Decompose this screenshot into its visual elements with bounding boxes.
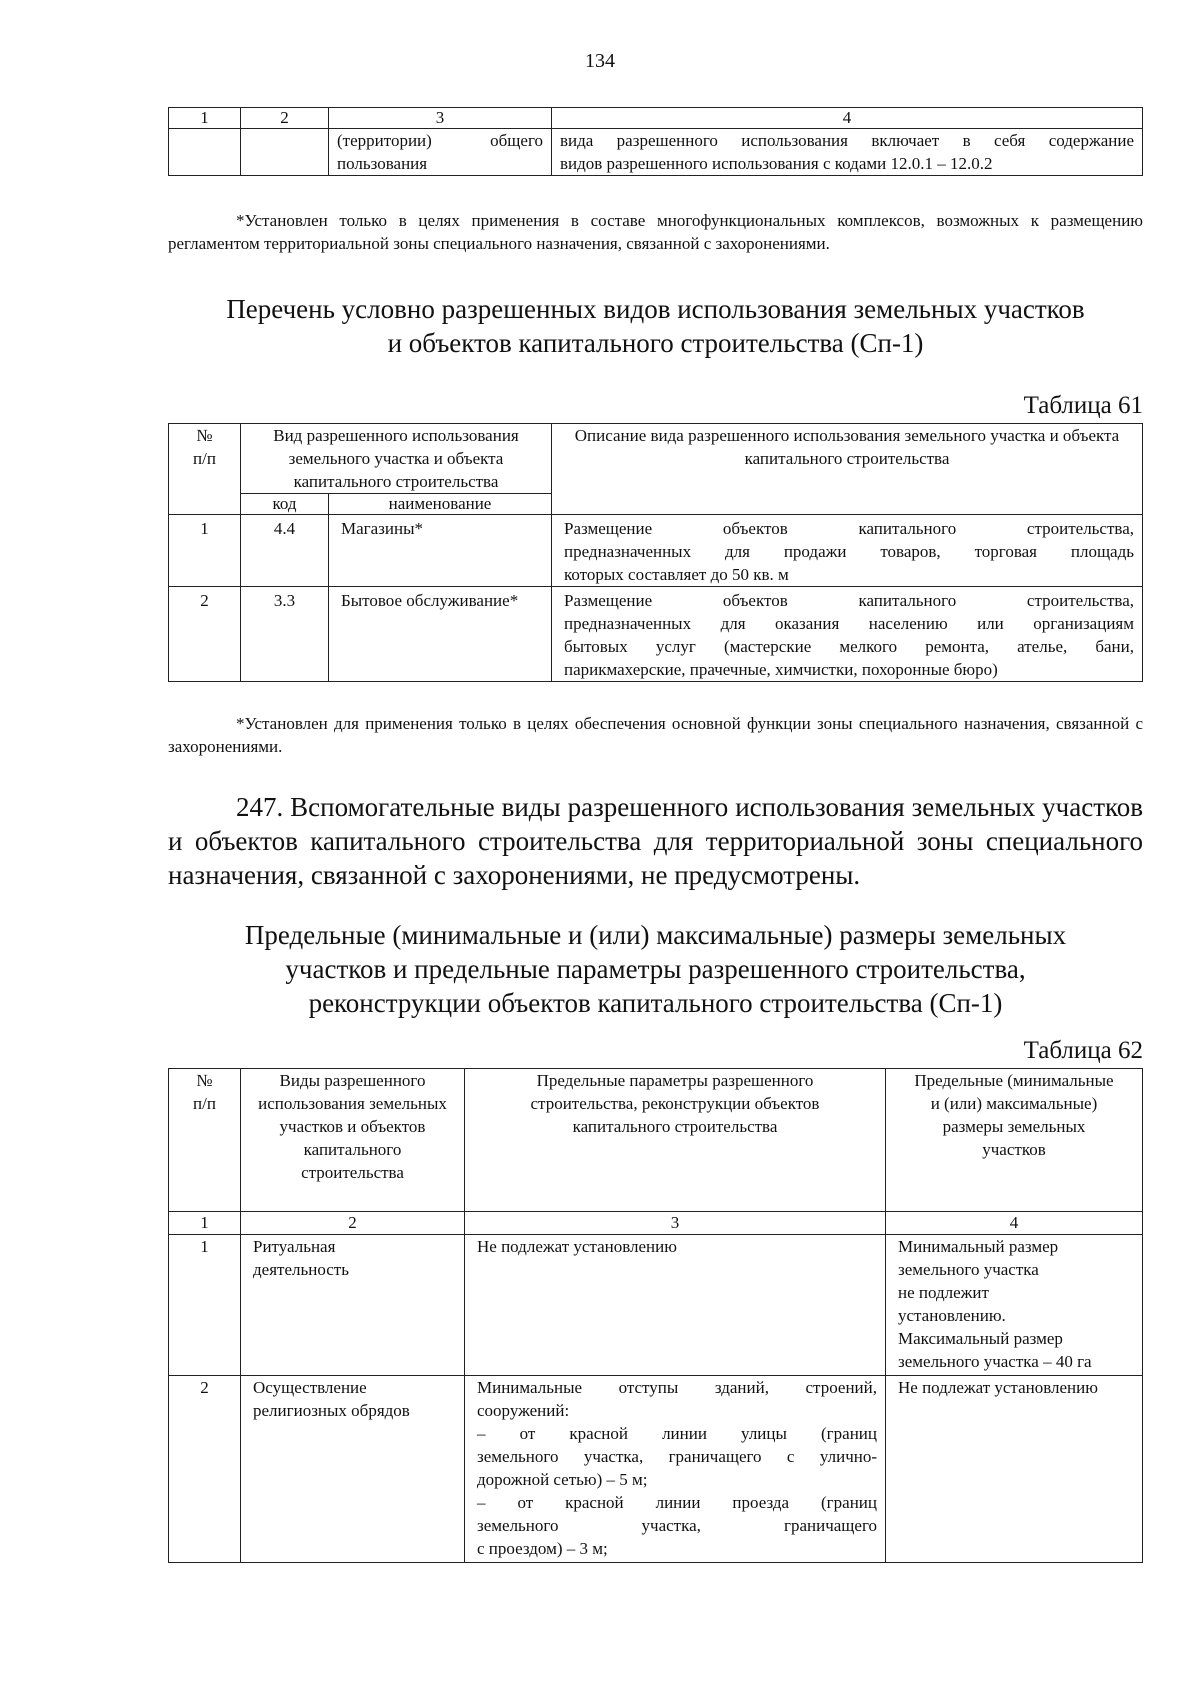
cell-description-line: видов разрешенного использования с кодами 12.0.1 – 12.0.2 — [560, 154, 993, 173]
col-number-4: 4 — [552, 108, 1143, 129]
header-code: код — [241, 494, 329, 515]
cell-kind: Осуществление религиозных обрядов — [241, 1376, 465, 1563]
table-62 — [168, 1068, 1143, 1563]
cell-description — [552, 515, 1143, 587]
table-header-row — [169, 1069, 1143, 1212]
table-header-row — [169, 424, 1143, 494]
cell-name-line: (территории) общего — [337, 131, 543, 150]
paragraph-247: 247. Вспомогательные виды разрешенного использования земельных участков и объектов капитального строительства для территориальной зоны специального назначения, связанной с захоронениями, не предусмотрены. — [168, 792, 1143, 890]
cell-num: 2 — [169, 1376, 241, 1563]
cell-params: Не подлежат установлению — [465, 1235, 886, 1376]
cell-sizes: Не подлежат установлению — [886, 1376, 1143, 1563]
col-number-3: 3 — [465, 1212, 886, 1235]
table-row — [169, 515, 1143, 587]
footnote: *Установлен для применения только в целях обеспечения основной функции зоны специального назначения, связанной с захоронениями. — [168, 714, 1143, 756]
description-line: бытовых услуг (мастерские мелкого ремонта, ателье, бани, — [564, 637, 1134, 656]
sizes-line: Максимальный размер — [898, 1329, 1063, 1348]
col-number-1: 1 — [169, 108, 241, 129]
description-line: Размещение объектов капитального строительства, — [564, 591, 1134, 610]
header-sizes: Предельные (минимальные и (или) максимальные) размеры земельных участков — [886, 1069, 1143, 1212]
table-61 — [168, 423, 1143, 682]
table-row — [169, 1235, 1143, 1376]
description-line: парикмахерские, прачечные, химчистки, похоронные бюро) — [564, 660, 998, 679]
col-number-2: 2 — [241, 108, 329, 129]
cell-num: 1 — [169, 515, 241, 587]
cell-params — [465, 1376, 886, 1563]
params-line: земельного участка, граничащего — [477, 1516, 877, 1535]
heading-line: Предельные (минимальные и (или) максимальные) размеры земельных — [244, 920, 1067, 950]
header-kind: Виды разрешенного использования земельных участков и объектов капитального строительства — [241, 1069, 465, 1212]
params-line: Минимальные отступы зданий, строений, — [477, 1378, 877, 1397]
cell-description — [552, 587, 1143, 682]
heading-line: реконструкции объектов капитального строительства (Сп-1) — [308, 988, 1003, 1018]
cell-num — [169, 129, 241, 176]
sizes-line: установлению. — [898, 1306, 1006, 1325]
table-row — [169, 129, 1143, 176]
cell-description — [552, 129, 1143, 176]
footnote: *Установлен только в целях применения в составе многофункциональных комплексов, возможных к размещению регламентом территориальной зоны специального назначения, связанной с захоронениями. — [168, 211, 1143, 253]
sizes-line: не подлежит — [898, 1283, 989, 1302]
sizes-line: земельного участка – 40 га — [898, 1352, 1092, 1371]
cell-code — [241, 129, 329, 176]
description-line: предназначенных для продажи товаров, торговая площадь — [564, 542, 1134, 561]
section-heading — [168, 292, 1143, 360]
sizes-line: Минимальный размер — [898, 1237, 1059, 1256]
params-line: – от красной линии проезда (границ — [477, 1493, 877, 1512]
description-line: которых составляет до 50 кв. м — [564, 565, 789, 584]
cell-description-line: вида разрешенного использования включает в себя содержание — [560, 131, 1134, 150]
cell-sizes — [886, 1235, 1143, 1376]
header-number: № п/п — [169, 1069, 241, 1212]
header-description: Описание вида разрешенного использования земельного участка и объекта капитального строительства — [552, 424, 1143, 515]
col-number-1: 1 — [169, 1212, 241, 1235]
header-kind: Вид разрешенного использования земельного участка и объекта капитального строительства — [241, 424, 552, 494]
table-caption: Таблица 61 — [1023, 392, 1143, 419]
heading-line: и объектов капитального строительства (Сп-1) — [387, 328, 924, 358]
continuation-table — [168, 107, 1143, 176]
description-line: Размещение объектов капитального строительства, — [564, 519, 1134, 538]
cell-name-line: пользования — [337, 154, 428, 173]
params-line: дорожной сетью) – 5 м; — [477, 1470, 648, 1489]
section-heading — [168, 918, 1143, 1020]
header-number: № п/п — [169, 424, 241, 515]
cell-name: Бытовое обслуживание* — [329, 587, 552, 682]
cell-num: 1 — [169, 1235, 241, 1376]
table-row — [169, 1376, 1143, 1563]
heading-line: участков и предельные параметры разрешенного строительства, — [285, 954, 1026, 984]
header-name: наименование — [329, 494, 552, 515]
col-number-2: 2 — [241, 1212, 465, 1235]
table-caption: Таблица 62 — [1023, 1037, 1143, 1064]
cell-name: Магазины* — [329, 515, 552, 587]
params-line: – от красной линии улицы (границ — [477, 1424, 877, 1443]
cell-code: 4.4 — [241, 515, 329, 587]
sizes-line: земельного участка — [898, 1260, 1039, 1279]
header-params: Предельные параметры разрешенного строительства, реконструкции объектов капитального строительства — [465, 1069, 886, 1212]
params-line: сооружений: — [477, 1401, 570, 1420]
cell-code: 3.3 — [241, 587, 329, 682]
description-line: предназначенных для оказания населению или организациям — [564, 614, 1134, 633]
params-line: земельного участка, граничащего с улично- — [477, 1447, 877, 1466]
page-number: 134 — [585, 50, 615, 72]
column-numbers-row — [169, 1212, 1143, 1235]
table-row — [169, 587, 1143, 682]
cell-kind: Ритуальная деятельность — [241, 1235, 465, 1376]
cell-name — [329, 129, 552, 176]
cell-num: 2 — [169, 587, 241, 682]
heading-line: Перечень условно разрешенных видов использования земельных участков — [226, 294, 1085, 324]
params-line: с проездом) – 3 м; — [477, 1539, 608, 1558]
col-number-4: 4 — [886, 1212, 1143, 1235]
table-header-row — [169, 108, 1143, 129]
col-number-3: 3 — [329, 108, 552, 129]
